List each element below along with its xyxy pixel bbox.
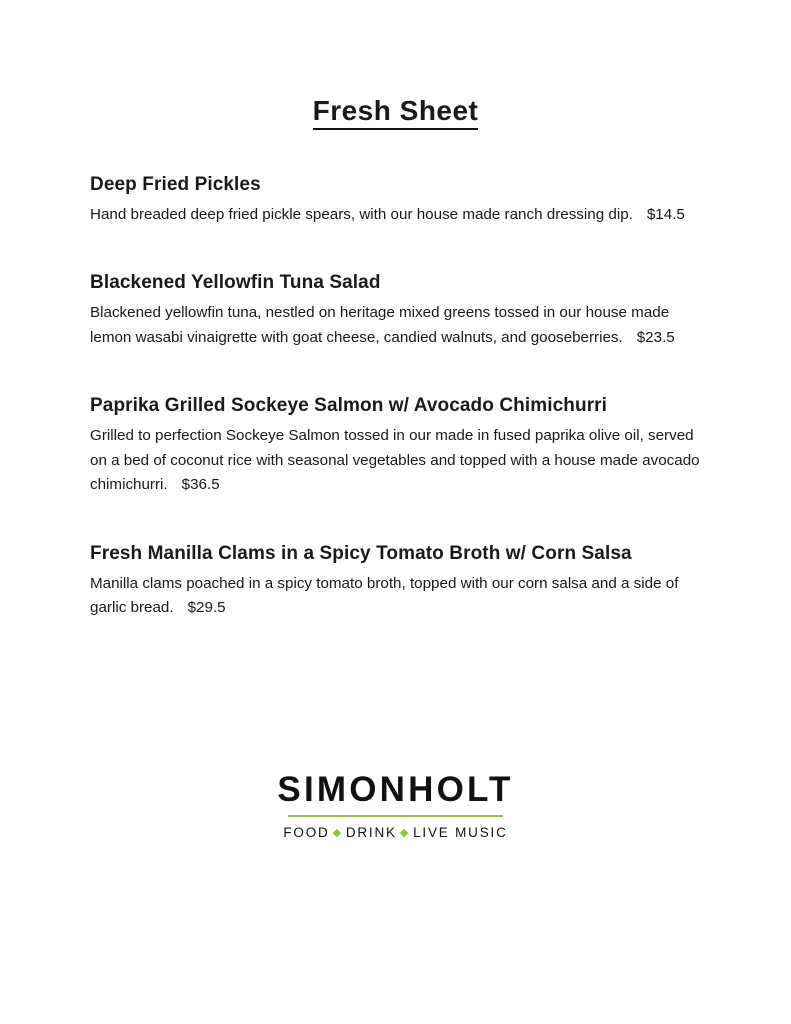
brand-divider <box>288 815 503 817</box>
menu-item-list <box>0 173 791 621</box>
menu-item <box>90 542 711 621</box>
page-title <box>0 95 791 127</box>
tagline-drink: DRINK <box>345 825 397 840</box>
menu-item-description <box>90 572 710 621</box>
menu-item-description <box>90 301 710 350</box>
diamond-icon: ◆ <box>332 827 343 839</box>
menu-item-description-text: Blackened yellowfin tuna, nestled on heritage mixed greens tossed in our house made lemon wasabi vinaigrette with goat cheese, candied walnuts, and gooseberries. <box>90 304 670 346</box>
menu-item-name: Deep Fried Pickles <box>90 174 261 195</box>
menu-item-name: Fresh Manilla Clams in a Spicy Tomato Broth w/ Corn Salsa <box>90 543 632 564</box>
menu-item <box>90 271 711 350</box>
menu-item <box>90 394 711 498</box>
menu-item-name: Blackened Yellowfin Tuna Salad <box>90 272 381 294</box>
menu-item-description-text: Grilled to perfection Sockeye Salmon tossed in our made in fused paprika olive oil, served on a bed of coconut rice with seasonal vegetables and topped with a house made avocado chimichurri. <box>90 427 700 494</box>
tagline-live-music: LIVE MUSIC <box>413 825 508 840</box>
menu-item-name: Paprika Grilled Sockeye Salmon w/ Avocado Chimichurri <box>90 395 608 417</box>
menu-item-description-text: Hand breaded deep fried pickle spears, with our house made ranch dressing dip. <box>90 205 633 223</box>
diamond-icon: ◆ <box>399 827 411 839</box>
menu-item-description <box>90 424 710 498</box>
brand-logo: SIMONHOLT <box>277 770 514 809</box>
menu-item-price: $29.5 <box>187 599 226 617</box>
menu-item-description-text: Manilla clams poached in a spicy tomato broth, topped with our corn salsa and a side of garlic bread. <box>90 574 679 617</box>
menu-item-price: $23.5 <box>636 328 675 346</box>
tagline-food: FOOD <box>283 825 330 840</box>
menu-item <box>90 173 711 227</box>
page-title-text: Fresh Sheet <box>313 95 479 130</box>
menu-item-price: $14.5 <box>646 205 685 223</box>
restaurant-footer <box>0 772 791 840</box>
menu-item-description <box>90 203 710 228</box>
brand-tagline <box>0 825 791 840</box>
menu-item-price: $36.5 <box>181 476 220 494</box>
